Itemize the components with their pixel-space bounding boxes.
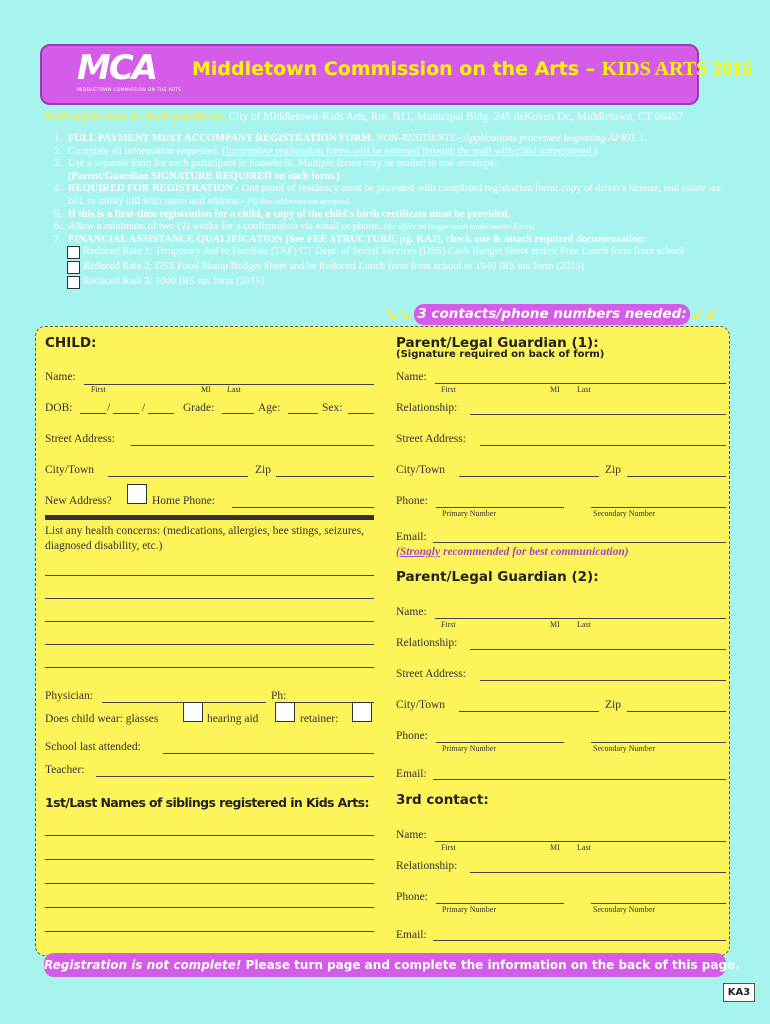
reduced-rate-1-option — [45, 246, 725, 259]
arrow-down-right-icon: ↘↘ — [384, 306, 411, 323]
reduced-rate-1-label: Reduced Rate 1: Temporary Aid to Families (TAF) CT Dept. of Social Services (DSS) Cash Budget Sheet and/or Free Lunch form from school — [83, 246, 685, 258]
instruction-6 — [45, 221, 725, 234]
sibling-line-3[interactable] — [45, 883, 374, 884]
guardian1-email-label: Email: — [396, 531, 427, 543]
physician-phone-label: Ph: — [271, 690, 287, 702]
child-age-input[interactable] — [288, 413, 318, 414]
sibling-line-1[interactable] — [45, 835, 374, 836]
guardian1-last-label: Last — [577, 385, 591, 394]
guardian1-name-input[interactable] — [435, 383, 726, 384]
logo-text: MCA — [77, 48, 157, 88]
health-line-4[interactable] — [45, 644, 374, 645]
email-note-rest: recommended for best communication) — [440, 546, 629, 558]
dob-day-input[interactable] — [113, 413, 139, 414]
instruction-note: (the office no longer mails confirmation forms) — [383, 222, 535, 232]
child-last-label: Last — [227, 385, 241, 394]
school-label: School last attended: — [45, 741, 141, 753]
instruction-note: , check one & attach required documentation: — [440, 233, 647, 245]
contact3-first-label: First — [441, 843, 456, 852]
wear-label: Does child wear: glasses — [45, 713, 159, 725]
guardian1-relationship-label: Relationship: — [396, 402, 458, 414]
guardian1-secondary-phone-input[interactable] — [591, 507, 726, 508]
guardian2-mi-label: MI — [550, 620, 560, 629]
dob-separator: / — [142, 402, 146, 414]
email-recommendation-note: (Strongly recommended for best communication) — [396, 546, 629, 558]
divider-bar — [45, 515, 374, 520]
guardian2-street-label: Street Address: — [396, 668, 466, 680]
reduced-rate-2-option — [45, 261, 725, 274]
email-note-strong: Strongly — [399, 546, 441, 558]
child-street-label: Street Address: — [45, 433, 115, 445]
instruction-number: 6. — [54, 221, 62, 233]
instruction-text: Complete all information requested. — [68, 145, 223, 157]
instruction-note: - One proof of residency must be provided with completed registration form: copy of driver's license, real estate tax bill, or utility bill with name and address - — [68, 183, 722, 207]
contact3-name-input[interactable] — [435, 841, 726, 842]
glasses-checkbox[interactable] — [183, 702, 203, 722]
child-first-label: First — [91, 385, 106, 394]
contact3-secondary-phone-input[interactable] — [591, 903, 726, 904]
guardian1-city-input[interactable] — [459, 476, 599, 477]
guardian1-primary-label: Primary Number — [442, 509, 496, 518]
guardian2-relationship-input[interactable] — [470, 649, 726, 650]
child-sex-label: Sex: — [322, 402, 343, 414]
child-sex-input[interactable] — [348, 413, 374, 414]
instruction-7 — [45, 234, 725, 247]
sibling-line-2[interactable] — [45, 859, 374, 860]
guardian2-last-label: Last — [577, 620, 591, 629]
contact3-email-label: Email: — [396, 929, 427, 941]
instruction-text: Use a separate form for each participant in household. Multiple forms may be mailed in one envelope. — [68, 158, 498, 170]
contact3-secondary-label: Secondary Number — [593, 905, 655, 914]
guardian2-zip-label: Zip — [605, 699, 621, 711]
contact3-phone-label: Phone: — [396, 891, 428, 903]
instruction-number: 1. — [54, 133, 62, 144]
instruction-number: 7. — [54, 233, 62, 245]
instruction-text: FULL PAYMENT MUST ACCOMPANY REGISTRATION FORM. — [68, 133, 374, 144]
contact3-mi-label: MI — [550, 843, 560, 852]
guardian1-street-input[interactable] — [480, 445, 726, 446]
arrow-down-left-icon: ↙↙ — [692, 306, 719, 323]
child-dob-label: DOB: — [45, 402, 73, 414]
guardian2-email-label: Email: — [396, 768, 427, 780]
guardian2-first-label: First — [441, 620, 456, 629]
guardian2-zip-input[interactable] — [627, 711, 726, 712]
hearing-aid-checkbox[interactable] — [275, 702, 295, 722]
retainer-label: retainer: — [300, 713, 339, 725]
teacher-label: Teacher: — [45, 764, 85, 776]
footer-banner — [44, 953, 740, 977]
school-input[interactable] — [163, 753, 374, 754]
new-address-checkbox[interactable] — [127, 484, 147, 504]
reduced-rate-3-checkbox[interactable] — [67, 276, 80, 289]
teacher-input[interactable] — [96, 776, 374, 777]
physician-label: Physician: — [45, 690, 93, 702]
guardian1-zip-input[interactable] — [627, 476, 726, 477]
contact3-primary-label: Primary Number — [442, 905, 496, 914]
child-city-label: City/Town — [45, 464, 95, 476]
contact3-email-input[interactable] — [433, 940, 726, 941]
registration-form — [35, 326, 730, 956]
sibling-line-4[interactable] — [45, 907, 374, 908]
child-grade-input[interactable] — [222, 413, 254, 414]
guardian1-heading: Parent/Legal Guardian (1): — [396, 335, 599, 351]
new-address-label: New Address? — [45, 495, 112, 507]
sibling-line-5[interactable] — [45, 931, 374, 932]
instruction-number: 2. — [54, 145, 62, 157]
contacts-banner: 3 contacts/phone numbers needed: — [414, 304, 690, 325]
header-banner — [40, 44, 753, 105]
guardian2-phone-label: Phone: — [396, 730, 428, 742]
hearing-aid-label: hearing aid — [207, 713, 259, 725]
guardian1-secondary-label: Secondary Number — [593, 509, 655, 518]
instruction-note: (Parent/Guardian SIGNATURE REQUIRED on each form.) — [68, 170, 340, 182]
reduced-rate-2-label: Reduced Rate 2: DSS Food Stamp Budget Sheet and/or Reduced Lunch form from school or 1040 IRS tax form (2015) — [83, 260, 585, 272]
instruction-number: 4. — [54, 183, 62, 195]
dob-separator: / — [107, 402, 111, 414]
guardian1-first-label: First — [441, 385, 456, 394]
child-name-label: Name: — [45, 371, 76, 383]
title-prefix: Middletown Commission on the Arts – — [192, 58, 602, 80]
guardian2-heading: Parent/Legal Guardian (2): — [396, 569, 599, 585]
reduced-rate-3-option — [45, 276, 725, 289]
contact3-last-label: Last — [577, 843, 591, 852]
footer-instruction: Please turn page and complete the information on the back of this page. — [241, 958, 740, 972]
guardian2-primary-label: Primary Number — [442, 744, 496, 753]
instruction-3 — [45, 158, 725, 183]
health-line-5[interactable] — [45, 667, 374, 668]
logo-subtitle: MIDDLETOWN COMMISSION ON THE ARTS — [77, 88, 182, 93]
instruction-text: Allow a minimum of two (2) weeks for a confirmation via email or phone. — [68, 221, 384, 233]
health-concerns-label: List any health concerns: (medications, allergies, bee stings, seizures, diagnosed disability, etc.) — [45, 525, 365, 552]
instruction-2 — [45, 146, 725, 159]
instructions-list — [45, 133, 725, 288]
guardian2-city-label: City/Town — [396, 699, 446, 711]
child-zip-label: Zip — [255, 464, 271, 476]
guardian1-email-input[interactable] — [433, 542, 726, 543]
instruction-note-2: PO Box addresses not accepted. — [247, 196, 351, 206]
guardian1-relationship-input[interactable] — [470, 414, 726, 415]
contact3-relationship-label: Relationship: — [396, 860, 458, 872]
guardian2-primary-phone-input[interactable] — [436, 742, 564, 743]
guardian2-name-label: Name: — [396, 606, 427, 618]
page-code-badge: KA3 — [723, 983, 755, 1002]
instruction-4 — [45, 183, 725, 208]
guardian2-city-input[interactable] — [459, 711, 599, 712]
guardian1-city-label: City/Town — [396, 464, 446, 476]
reduced-rate-2-checkbox[interactable] — [67, 261, 80, 274]
page-title — [192, 58, 752, 81]
instruction-text: If this is a first-time registration for a child, a copy of the child's birth certificate must be provided. — [68, 208, 511, 220]
contact3-relationship-input[interactable] — [470, 872, 726, 873]
instruction-note: (Incomplete registration forms will be returned through the mail with child unregistered.) — [222, 145, 598, 157]
title-event: KIDS ARTS 2016 — [601, 58, 753, 80]
contact3-name-label: Name: — [396, 829, 427, 841]
guardian1-street-label: Street Address: — [396, 433, 466, 445]
instruction-note: NON-RESIDENTS - Applications processed beginning APRIL 1. — [373, 133, 647, 144]
retainer-checkbox[interactable] — [352, 702, 372, 722]
guardian2-secondary-phone-input[interactable] — [591, 742, 726, 743]
guardian1-name-label: Name: — [396, 371, 427, 383]
child-zip-input[interactable] — [276, 476, 374, 477]
reduced-rate-3-label: Reduced Rate 3: 1040 IRS tax form (2015) — [83, 275, 265, 287]
siblings-heading: 1st/Last Names of siblings registered in Kids Arts: — [45, 795, 369, 810]
mail-instructions — [45, 111, 683, 123]
guardian1-phone-label: Phone: — [396, 495, 428, 507]
health-line-2[interactable] — [45, 598, 374, 599]
health-line-1[interactable] — [45, 575, 374, 576]
guardian1-primary-phone-input[interactable] — [436, 507, 564, 508]
child-heading: CHILD: — [45, 335, 97, 351]
footer-warning: Registration is not complete! — [44, 958, 242, 972]
mca-logo — [77, 48, 182, 94]
guardian2-name-input[interactable] — [435, 618, 726, 619]
contact3-primary-phone-input[interactable] — [436, 903, 564, 904]
mail-address: City of Middletown-Kids Arts, Rm. B11, Municipal Bldg. 245 deKoven Dr., Middletown, CT 06457 — [225, 111, 684, 123]
guardian2-relationship-label: Relationship: — [396, 637, 458, 649]
child-street-input[interactable] — [131, 445, 374, 446]
instruction-1 — [45, 133, 725, 146]
child-city-input[interactable] — [108, 476, 248, 477]
guardian2-email-input[interactable] — [433, 779, 726, 780]
child-mi-label: MI — [201, 385, 211, 394]
health-line-3[interactable] — [45, 621, 374, 622]
guardian1-signature-note: (Signature required on back of form) — [396, 349, 605, 360]
dob-month-input[interactable] — [80, 413, 106, 414]
instruction-5 — [45, 209, 725, 222]
guardian1-mi-label: MI — [550, 385, 560, 394]
instruction-text: REQUIRED FOR REGISTRATION — [68, 183, 233, 195]
instruction-number: 5. — [54, 208, 62, 220]
contact3-heading: 3rd contact: — [396, 792, 489, 808]
mail-label: Mail registration & check payable to: — [45, 111, 226, 123]
dob-year-input[interactable] — [148, 413, 174, 414]
reduced-rate-1-checkbox[interactable] — [67, 246, 80, 259]
instruction-number: 3. — [54, 158, 62, 170]
child-grade-label: Grade: — [183, 402, 215, 414]
guardian2-secondary-label: Secondary Number — [593, 744, 655, 753]
guardian2-street-input[interactable] — [480, 680, 726, 681]
child-age-label: Age: — [258, 402, 281, 414]
guardian1-zip-label: Zip — [605, 464, 621, 476]
home-phone-label: Home Phone: — [152, 495, 215, 507]
instruction-text: FINANCIAL ASSISTANCE QUALIFICATION (See FEE STRUCTURE, pg. KA2) — [68, 233, 441, 245]
home-phone-input[interactable] — [232, 507, 374, 508]
